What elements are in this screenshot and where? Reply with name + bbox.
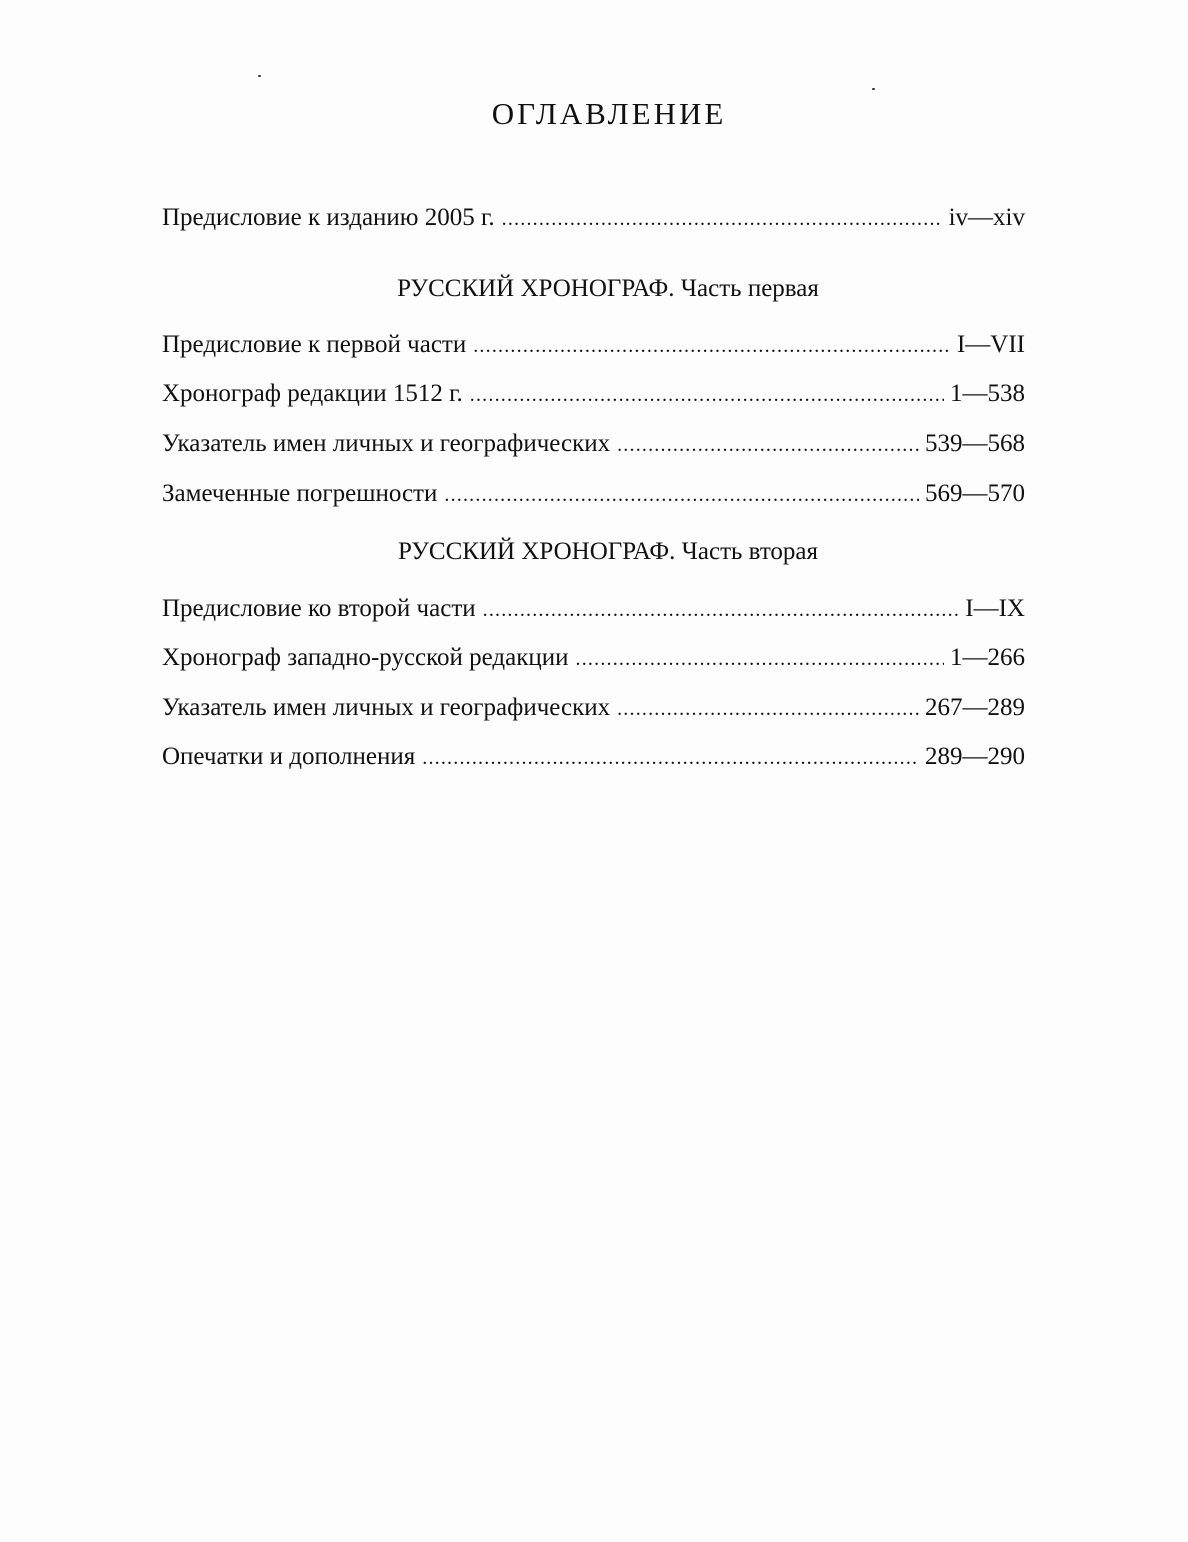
toc-entry[interactable] <box>162 592 1025 627</box>
dot-leader <box>470 378 944 412</box>
toc-entry[interactable] <box>162 328 1025 363</box>
toc-entry[interactable] <box>162 377 1025 412</box>
dot-leader <box>444 478 919 512</box>
toc-entry-label: Предисловие ко второй части <box>162 595 476 622</box>
toc-entry-pages: I—VII <box>956 331 1025 358</box>
toc-entry-pages: 1—538 <box>950 380 1025 407</box>
toc-entry-pages: iv—xiv <box>948 204 1025 231</box>
toc-entry-label: Замеченные погрешности <box>162 480 438 507</box>
dot-leader <box>617 428 919 462</box>
scan-speck <box>258 75 261 77</box>
toc-entry-preface[interactable] <box>162 201 1025 236</box>
toc-entry-pages: 289—290 <box>925 743 1025 770</box>
toc-entry-pages: 539—568 <box>925 430 1025 457</box>
dot-leader <box>617 692 919 726</box>
toc-entry[interactable] <box>162 740 1025 775</box>
dot-leader <box>473 329 951 363</box>
toc-entry[interactable] <box>162 691 1025 726</box>
toc-entry[interactable] <box>162 477 1025 512</box>
dot-leader <box>422 741 919 775</box>
toc-entry-label: Хронограф редакции 1512 г. <box>162 380 463 407</box>
toc-entry-label: Указатель имен личных и географических <box>162 694 611 721</box>
toc-entry-pages: I—IX <box>965 595 1025 622</box>
toc-entry-label: Указатель имен личных и географических <box>162 430 611 457</box>
toc-entry-label: Опечатки и дополнения <box>162 743 416 770</box>
toc-entry-pages: 1—266 <box>950 644 1025 671</box>
toc-entry-pages: 569—570 <box>925 480 1025 507</box>
toc-entry-label: Предисловие к первой части <box>162 331 467 358</box>
toc-entry[interactable] <box>162 427 1025 462</box>
toc-entry-pages: 267—289 <box>925 694 1025 721</box>
section-heading-part-one: РУССКИЙ ХРОНОГРАФ. Часть первая <box>397 275 819 302</box>
page-title: ОГЛАВЛЕНИЕ <box>491 96 727 131</box>
dot-leader <box>483 593 960 627</box>
toc-entry[interactable] <box>162 641 1025 676</box>
scan-speck <box>872 88 875 90</box>
toc-entry-label: Предисловие к изданию 2005 г. <box>162 204 495 231</box>
dot-leader <box>576 642 944 676</box>
toc-entry-label: Хронограф западно-русской редакции <box>162 644 569 671</box>
section-heading-part-two: РУССКИЙ ХРОНОГРАФ. Часть вторая <box>397 538 819 565</box>
dot-leader <box>502 202 943 236</box>
